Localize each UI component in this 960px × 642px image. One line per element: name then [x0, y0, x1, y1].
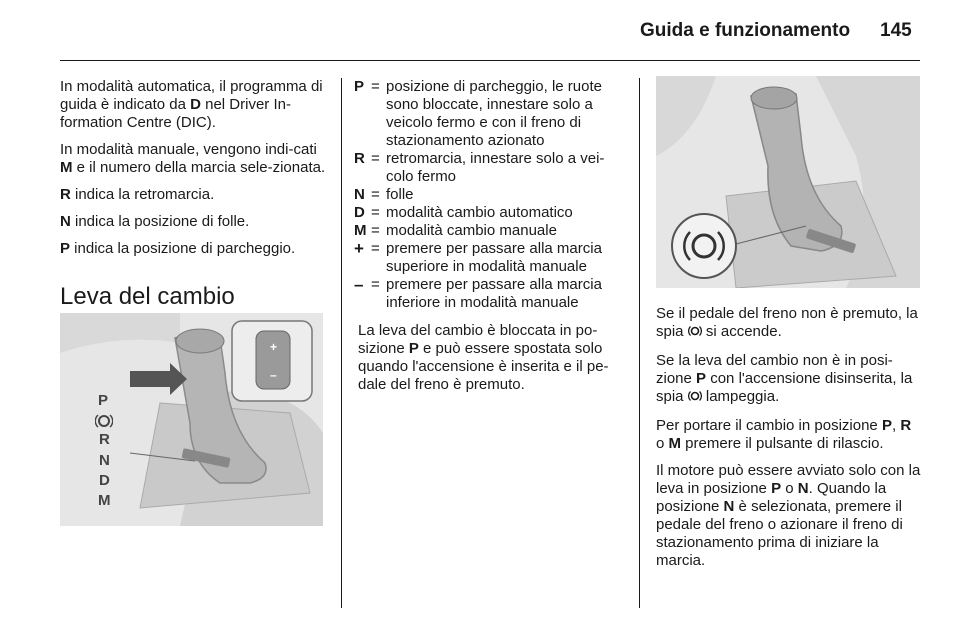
gate-letter-D: D [99, 472, 110, 489]
header-rule [60, 60, 920, 61]
paragraph-reverse: R indica la retromarcia. [60, 186, 215, 203]
brake-lamp-icon [688, 389, 702, 408]
page-number: 145 [880, 20, 912, 41]
definition-row: + = premere per passare alla marcia superiore in modalità manuale [354, 239, 602, 275]
column-rule-right [639, 78, 640, 608]
gate-letter-M: M [98, 492, 111, 509]
column-rule-left [341, 78, 342, 608]
definition-row: P = posizione di parcheggio, le ruote sono bloccate, innestare solo a veicolo fermo e con il freno di stazionamento azionato [354, 78, 602, 149]
column-1-text [60, 78, 326, 267]
definition-row: M = modalità cambio manuale [354, 222, 557, 239]
paragraph-manual-mode: In modalità manuale, vengono indi-cati M e il numero della marcia sele-zionata. [60, 141, 326, 176]
svg-text:–: – [270, 368, 277, 382]
definition-list [354, 78, 624, 312]
definition-row: R = retromarcia, innestare solo a vei-colo fermo [354, 150, 605, 185]
gate-letter-R: R [99, 431, 110, 448]
paragraph-brake-lamp-flash: Se la leva del cambio non è in posi-zione P con l'accensione disinserita, la spia lampeggia. [656, 352, 922, 408]
paragraph-engine-start: Il motore può essere avviato solo con la leva in posizione P o N. Quando la posizione N è selezionata, premere il pedale del freno o azionare il freno di stazionamento prima di iniziare la marcia. [656, 462, 921, 569]
paragraph-park: P indica la posizione di parcheggio. [60, 240, 296, 257]
gear-lever-illustration [60, 313, 323, 526]
paragraph-brake-lamp-on: Se il pedale del freno non è premuto, la spia si accende. [656, 305, 922, 343]
paragraph-neutral: N indica la posizione di folle. [60, 213, 250, 230]
brake-lamp-icon [688, 324, 702, 343]
column-3-text [656, 305, 922, 579]
gate-letter-P: P [98, 392, 109, 409]
gate-letter-N: N [99, 452, 110, 469]
section-heading: Leva del cambio [60, 283, 235, 310]
svg-text:+: + [270, 340, 278, 354]
paragraph-release-button: Per portare il cambio in posizione P, R o M premere il pulsante di rilascio. [656, 417, 912, 452]
definition-row: – = premere per passare alla marcia inferiore in modalità manuale [354, 275, 602, 311]
paragraph-lever-locked: La leva del cambio è bloccata in po-sizione P e può essere spostata solo quando l'accensione è inserita e il pe-dale del freno è premuto. [358, 322, 609, 393]
page-header-title: Guida e funzionamento [640, 20, 851, 41]
paragraph-automatic-mode: In modalità automatica, il programma di guida è indicato da D nel Driver In-formation Centre (DIC). [60, 78, 323, 131]
release-button-drawing [656, 76, 920, 288]
release-button-illustration [656, 76, 920, 288]
definition-row: N = folle [354, 186, 414, 203]
definition-row: D = modalità cambio automatico [354, 204, 573, 221]
